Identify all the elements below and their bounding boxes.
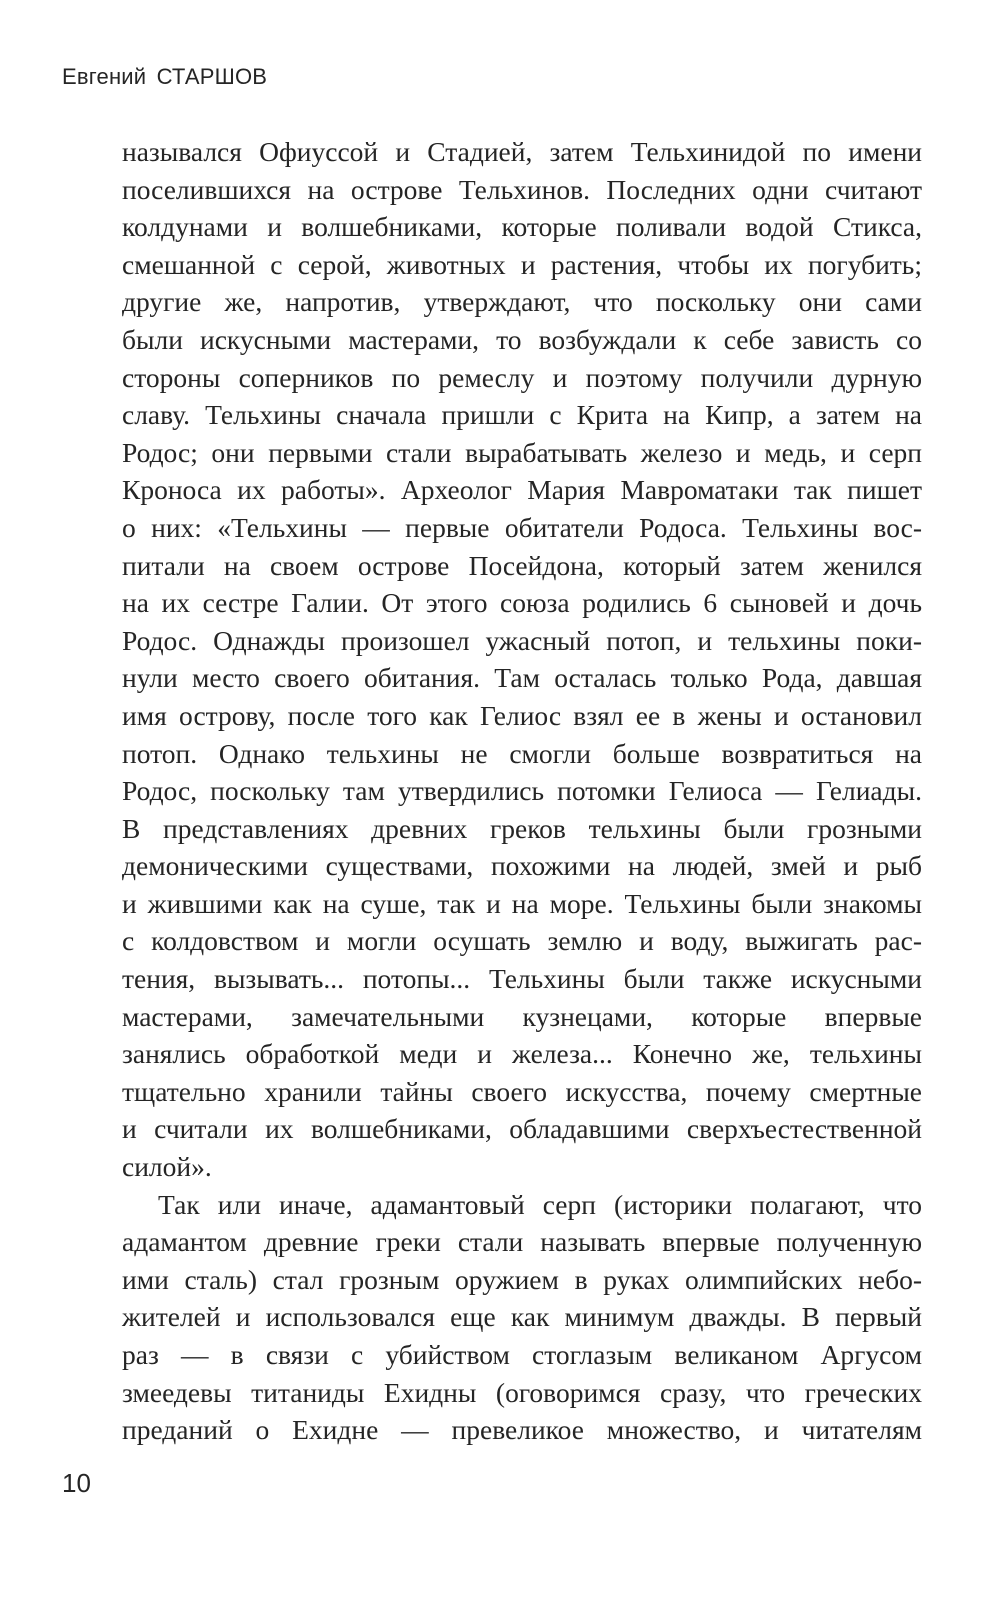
text-line: демоническими существами, похожими на людей, змей и рыб — [122, 850, 922, 882]
text-line: славу. Тельхины сначала пришли с Крита на Кипр, а затем на — [122, 399, 922, 431]
text-line: ими сталь) стал грозным оружием в руках олимпийских небо- — [122, 1263, 922, 1295]
text-line: змеедевы титаниды Ехидны (оговоримся сразу, что греческих — [122, 1376, 922, 1408]
text-line: потоп. Однако тельхины не смогли больше возвратиться на — [122, 737, 922, 769]
text-line: о них: «Тельхины — первые обитатели Родоса. Тельхины вос- — [122, 511, 922, 543]
text-line: называлcя Офиуссой и Стадией, затем Тельхинидой по имени — [122, 136, 922, 167]
text-line: В представлениях древних греков тельхины были грозными — [122, 812, 922, 844]
text-line: смешанной с серой, животных и растения, чтобы их погубить; — [122, 248, 922, 280]
text-line: на их сестре Галии. От этого союза родились 6 сыновей и дочь — [122, 587, 922, 619]
body-text — [122, 133, 922, 1449]
text-line: Кроноса их работы». Археолог Мария Мавроматаки так пишет — [122, 474, 922, 506]
text-line: поселившихся на острове Тельхинов. Последних одни считают — [122, 173, 922, 205]
text-line: стороны соперников по ремеслу и поэтому получили дурную — [122, 361, 922, 393]
text-line: были искусными мастерами, то возбуждали к себе зависть со — [122, 323, 922, 355]
text-line: силой». — [122, 1151, 212, 1183]
text-line: Так или иначе, адамантовый серп (историки полагают, что — [158, 1188, 922, 1220]
text-line: имя острову, после того как Гелиос взял ее в жены и остановил — [122, 699, 922, 731]
text-line: мастерами, замечательными кузнецами, которые впервые — [122, 1000, 922, 1032]
text-line: жителей и использовался еще как минимум дважды. В первый — [122, 1301, 922, 1333]
text-line: тения, вызывать... потопы... Тельхины были также искусными — [122, 963, 922, 995]
text-line: занялись обработкой меди и железа... Конечно же, тельхины — [122, 1038, 922, 1070]
text-line: и считали их волшебниками, обладавшими сверхъестественной — [122, 1113, 922, 1145]
text-line: колдунами и волшебниками, которые поливали водой Стикса, — [122, 211, 922, 243]
text-line: раз — в связи с убийством стоглазым великаном Аргусом — [122, 1339, 922, 1370]
text-line: преданий о Ехидне — превеликое множество, и читателям — [122, 1414, 922, 1446]
text-line: и жившими как на суше, так и на море. Тельхины были знакомы — [122, 887, 922, 919]
running-head: Евгений СТАРШОВ — [62, 64, 268, 89]
text-line: Родос; они первыми стали вырабатывать железо и медь, и серп — [122, 436, 922, 468]
text-line: Родос. Однажды произошел ужасный потоп, и тельхины поки- — [122, 624, 922, 656]
text-line: с колдовством и могли осушать землю и воду, выжигать рас- — [122, 925, 922, 957]
text-line: другие же, напротив, утверждают, что поскольку они сами — [122, 286, 922, 318]
text-line: адамантом древние греки стали называть впервые полученную — [122, 1226, 922, 1258]
text-line: питали на своем острове Посейдона, который затем женился — [122, 549, 922, 581]
text-line: нули место своего обитания. Там осталась только Рода, давшая — [122, 662, 922, 694]
text-line: Родос, поскольку там утвердились потомки Гелиоса — Гелиады. — [122, 775, 922, 807]
page-number: 10 — [62, 1468, 91, 1498]
text-line: тщательно хранили тайны своего искусства, почему смертные — [122, 1075, 922, 1107]
